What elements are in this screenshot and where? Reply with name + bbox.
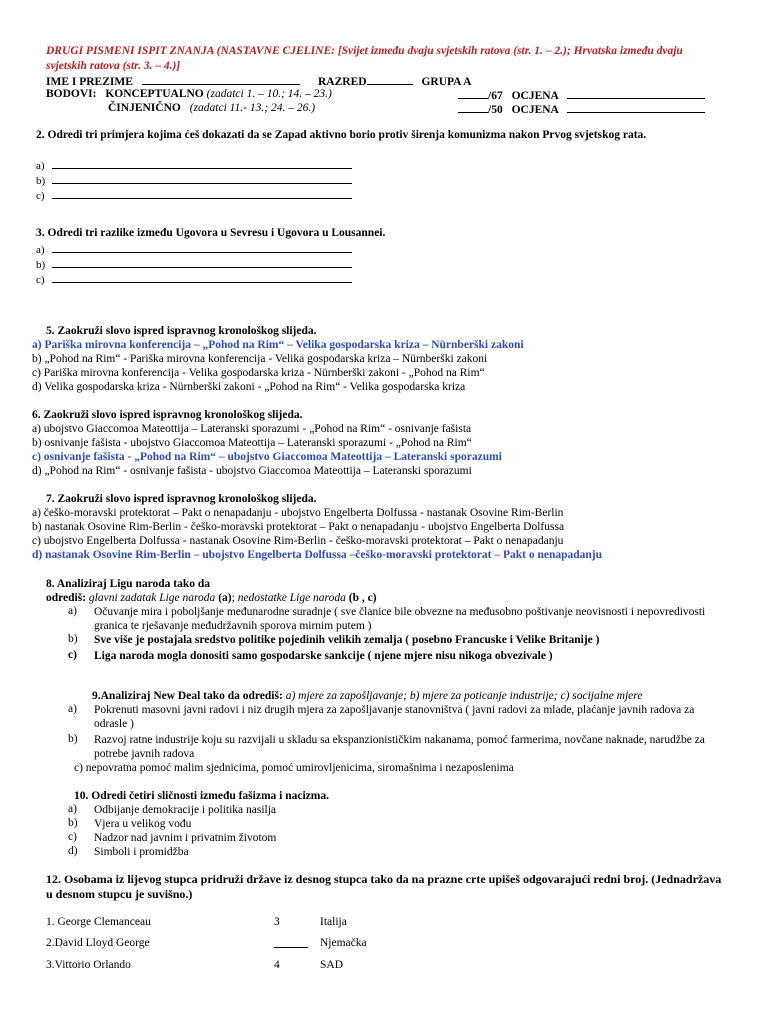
factual-score: /50 OCJENA: [458, 101, 705, 117]
q3-answer-b-field[interactable]: [52, 256, 352, 268]
q7-option-c[interactable]: c) ubojstvo Engelberta Dolfussa - nastanak Osovine Rim-Berlin - češko-moravski protektorat – Pakt o nenapadanju: [32, 535, 564, 547]
conceptual-note: (zadatci 1. – 10.; 14. – 23.): [206, 88, 332, 100]
q3-answer-a-field[interactable]: [52, 241, 352, 253]
q5-option-b[interactable]: b) „Pohod na Rim“ - Pariška mirovna konferencija - Velika gospodarska kriza – Nürnberški zakoni: [32, 353, 488, 365]
q2-answer-c-field[interactable]: [52, 187, 352, 199]
q12-right-3: SAD: [320, 959, 344, 971]
q2-answer-a-field[interactable]: [52, 157, 352, 169]
q2-answer-a: a): [36, 157, 352, 172]
factual-note: (zadatci 11.- 13.; 24. – 26.): [189, 102, 316, 114]
question-10: 10. Odredi četiri sličnosti između fašizma i nacizma.: [74, 790, 329, 802]
conceptual-score-field[interactable]: [458, 87, 488, 99]
q8-instruction: odrediš: glavni zadatak Lige naroda (a); nedostatke Lige naroda (b , c): [46, 592, 377, 604]
q12-left-3: 3.Vittorio Orlando: [46, 959, 131, 971]
q10-item-a: Odbijanje demokracije i politika nasilja: [94, 804, 277, 816]
q3-answer-c-field[interactable]: [52, 271, 352, 283]
class-field[interactable]: [367, 73, 413, 85]
question-5: 5. Zaokruži slovo ispred ispravnog kronološkog slijeda.: [46, 325, 317, 337]
question-6: 6. Zaokruži slovo ispred ispravnog kronološkog slijeda.: [32, 409, 303, 421]
q5-option-c[interactable]: c) Pariška mirovna konferencija - Velika gospodarska kriza - Nürnberški zakoni - „Pohod na Rim“: [32, 367, 485, 379]
q8-item-b-marker: b): [68, 633, 78, 645]
q9-item-a-marker: a): [68, 703, 77, 715]
q9-item-c: c) nepovratna pomoć malim sjednicima, pomoć umirovljenicima, siromašnima i nezaposlenima: [74, 762, 514, 774]
q8-item-a-marker: a): [68, 605, 77, 617]
factual-grade-field[interactable]: [567, 101, 705, 113]
q3-answer-a: a): [36, 241, 352, 256]
conceptual-grade-label: OCJENA: [511, 90, 559, 102]
exam-title: DRUGI PISMENI ISPIT ZNANJA (NASTAVNE CJELINE: [Svijet između dvaju svjetskih ratova (str. 1. – 2.); Hrvatska između dvaju svjetskih ratova (str. 3. – 4.)]: [46, 45, 683, 72]
q9-item-a: Pokrenuti masovni javni radovi i niz drugih mjera za zapošljavanje stanovništva ( javni radovi za mlade, plaćanje javnih radova za odrasle ): [94, 704, 695, 730]
question-3: 3. Odredi tri razlike između Ugovora u Sevresu i Ugovora u Lousannei.: [36, 227, 386, 239]
q3-answer-b: b): [36, 256, 352, 271]
q10-item-b: Vjera u velikog vođu: [94, 818, 192, 830]
q12-left-2: 2.David Lloyd George: [46, 937, 150, 949]
question-12: 12. Osobama iz lijevog stupca pridruži države iz desnog stupca tako da na prazne crte upišeš odgovarajući redni broj. (Jednadržava u desnom stupcu je suvišno.): [46, 872, 722, 901]
q5-option-d[interactable]: d) Velika gospodarska kriza - Nürnberški zakoni - „Pohod na Rim“ - Velika gospodarska kriza: [32, 381, 466, 393]
conceptual-label: KONCEPTUALNO: [105, 88, 204, 100]
q2-answer-b-field[interactable]: [52, 172, 352, 184]
conceptual-score: /67 OCJENA: [458, 87, 705, 103]
question-2: 2. Odredi tri primjera kojima ćeš dokazati da se Zapad aktivno borio protiv širenja komunizma nakon Prvog svjetskog rata.: [36, 129, 647, 141]
q10-item-c: Nadzor nad javnim i privatnim životom: [94, 832, 277, 844]
q9-item-b-marker: b): [68, 733, 78, 745]
class-row: [318, 73, 471, 89]
question-8: 8. Analiziraj Ligu naroda tako da: [46, 578, 211, 590]
factual-label: ČINJENIČNO: [108, 102, 181, 114]
q7-option-a[interactable]: a) češko-moravski protektorat – Pakt o nenapadanju - ubojstvo Engelberta Dolfussa - nastanak Osovine Rim-Berlin: [32, 507, 564, 519]
q12-right-2: Njemačka: [320, 937, 367, 949]
points-label: BODOVI:: [46, 88, 97, 100]
q7-option-d[interactable]: d) nastanak Osovine Rim-Berlin – ubojstvo Engelberta Dolfussa –češko-moravski protektorat – Pakt o nenapadanju: [32, 549, 603, 561]
q7-option-b[interactable]: b) nastanak Osovine Rim-Berlin - češko-moravski protektorat – Pakt o nenapadanju - ubojstvo Engelberta Dolfussa: [32, 521, 565, 533]
points-row-conceptual: [46, 87, 332, 101]
q5-option-a[interactable]: a) Pariška mirovna konferencija – „Pohod na Rim“ – Velika gospodarska kriza – Nürnberški zakoni: [32, 339, 524, 351]
group-label: GRUPA A: [421, 76, 472, 88]
q12-left-1: 1. George Clemanceau: [46, 916, 151, 928]
question-9: 9.Analiziraj New Deal tako da odrediš: a) mjere za zapošljavanje; b) mjere za poticanje industrije; c) socijalne mjere: [92, 690, 643, 702]
q6-option-a[interactable]: a) ubojstvo Giaccomoa Mateottija – Lateranski sporazumi - „Pohod na Rim“ - osnivanje fašista: [32, 423, 472, 435]
q12-answer-2[interactable]: [274, 936, 308, 952]
q10-item-d: Simboli i promidžba: [94, 846, 189, 858]
name-field[interactable]: [142, 73, 300, 85]
q8-item-a: Očuvanje mira i poboljšanje međunarodne suradnje ( sve članice bile obvezne na međusobno poštivanje neovisnosti i nepovredivosti granica te rješavanje međudržavnih sporova mirnim putem ): [94, 606, 706, 632]
q6-option-c[interactable]: c) osnivanje fašista - „Pohod na Rim“ – ubojstvo Giaccomoa Mateottija – Lateranski sporazumi: [32, 451, 502, 463]
q12-answer-1[interactable]: 3: [274, 916, 280, 928]
question-7: 7. Zaokruži slovo ispred ispravnog kronološkog slijeda.: [46, 493, 317, 505]
exam-page: DRUGI PISMENI ISPIT ZNANJA (NASTAVNE CJELINE: [Svijet između dvaju svjetskih ratova (str. 1. – 2.); Hrvatska između dvaju svjetskih ratova (str. 3. – 4.)] IME I PREZIME RAZRED GRUPA A BODOVI: KONCEPTUALNO (zadatci 1. – 10.; 14. – 23.) /67 OCJENA ČINJENIČNO (zadatci 11.- 13.; 24. – 26.) /50 OCJENA 2. Odredi tri primjera kojima ćeš dokazati da se Zapad aktivno borio protiv širenja komunizma nakon Prvog svjetskog rata. a) b) c) 3. Odredi tri razlike između Ugovora u Sevresu i Ugovora u Lousannei. a) b) c) 5. Zaokruži slovo ispred ispravnog kronološkog slijeda. a) Pariška mirovna konferencija – „Pohod na Rim“ – Velika gospodarska kriza – Nürnberški zakoni b) „Pohod na Rim“ - Pariška mirovna konferencija - Velika gospodarska kriza – Nürnberški zakoni c) Pariška mirovna konferencija - Velika gospodarska kriza - Nürnberški zakoni - „Pohod na Rim“ d) Velika gospodarska kriza - Nürnberški zakoni - „Pohod na Rim“ - Velika gospodarska kriza 6. Zaokruži slovo ispred ispravnog kronološkog slijeda. a) ubojstvo Giaccomoa Mateottija – Lateranski sporazumi - „Pohod na Rim“ - osnivanje fašista b) osnivanje fašista - ubojstvo Giaccomoa Mateottija – Lateranski sporazumi - „Pohod na Rim“ c) osnivanje fašista - „Pohod na Rim“ – ubojstvo Giaccomoa Mateottija – Lateranski sporazumi d) „Pohod na Rim“ - osnivanje fašista - ubojstvo Giaccomoa Mateottija – Lateranski sporazumi 7. Zaokruži slovo ispred ispravnog kronološkog slijeda. a) češko-moravski protektorat – Pakt o nenapadanju - ubojstvo Engelberta Dolfussa - nastanak Osovine Rim-Berlin b) nastanak Osovine Rim-Berlin - češko-moravski protektorat – Pakt o nenapadanju - ubojstvo Engelberta Dolfussa c) ubojstvo Engelberta Dolfussa - nastanak Osovine Rim-Berlin - češko-moravski protektorat – Pakt o nenapadanju d) nastanak Osovine Rim-Berlin – ubojstvo Engelberta Dolfussa –češko-moravski protektorat – Pakt o nenapadanju 8. Analiziraj Ligu naroda tako da odrediš: glavni zadatak Lige naroda (a); nedostatke Lige naroda (b , c) a) Očuvanje mira i poboljšanje međunarodne suradnje ( sve članice bile obvezne na međusobno poštivanje neovisnosti i nepovredivosti granica te rješavanje međudržavnih sporova mirnim putem ) b) Sve više je postajala sredstvo politike pojedinih velikih zemalja ( posebno Francuske i Velike Britanije ) c) Liga naroda mogla donositi samo gospodarske sankcije ( njene mjere nisu nikoga obvezivale ) 9.Analiziraj New Deal tako da odrediš: a) mjere za zapošljavanje; b) mjere za poticanje industrije; c) socijalne mjere a) Pokrenuti masovni javni radovi i niz drugih mjera za zapošljavanje stanovništva ( javni radovi za mlade, plaćanje javnih radova za odrasle ) b) Razvoj ratne industrije koju su razvijali u skladu sa ekspanzionističkim nakanama, pomoć farmerima, novčane naknade, narudžbe za potrebe javnih radova c) nepovratna pomoć malim sjednicima, pomoć umirovljenicima, siromašnima i nezaposlenima 10. Odredi četiri sličnosti između fašizma i nacizma. a) Odbijanje demokracije i politika nasilja b) Vjera u velikog vođu c) Nadzor nad javnim i privatnim životom d) Simboli i promidžba 12. Osobama iz lijevog stupca pridruži države iz desnog stupca tako da na prazne crte upišeš odgovarajući redni broj. (Jednadržava u desnom stupcu je suvišno.) 1. George Clemanceau 3 Italija 2.David Lloyd George Njemačka 3.Vittorio Orlando 4 SAD: [0, 0, 768, 1024]
q12-answer-3[interactable]: 4: [274, 959, 280, 971]
q9-item-b: Razvoj ratne industrije koju su razvijali u skladu sa ekspanzionističkim nakanama, pomoć farmerima, novčane naknade, narudžbe za potrebe javnih radova: [94, 734, 705, 760]
q12-answer-2-field[interactable]: [274, 936, 308, 948]
q3-answer-c: c): [36, 271, 352, 286]
q6-option-b[interactable]: b) osnivanje fašista - ubojstvo Giaccomoa Mateottija – Lateranski sporazumi - „Pohod na Rim“: [32, 437, 472, 449]
name-label: IME I PREZIME: [46, 76, 133, 88]
factual-score-field[interactable]: [458, 101, 488, 113]
q12-right-1: Italija: [320, 916, 347, 928]
conceptual-grade-field[interactable]: [567, 87, 705, 99]
q8-item-b: Sve više je postajala sredstvo politike pojedinih velikih zemalja ( posebno Francuske i Velike Britanije ): [94, 634, 600, 646]
q8-item-c-marker: c): [68, 649, 77, 661]
q2-answer-b: b): [36, 172, 352, 187]
factual-grade-label: OCJENA: [511, 104, 559, 116]
class-label: RAZRED: [318, 76, 367, 88]
q6-option-d[interactable]: d) „Pohod na Rim“ - osnivanje fašista - ubojstvo Giaccomoa Mateottija – Lateranski sporazumi: [32, 465, 472, 477]
q2-answer-c: c): [36, 187, 352, 202]
q8-item-c: Liga naroda mogla donositi samo gospodarske sankcije ( njene mjere nisu nikoga obvezivale ): [94, 650, 553, 662]
points-row-factual: [108, 101, 315, 115]
